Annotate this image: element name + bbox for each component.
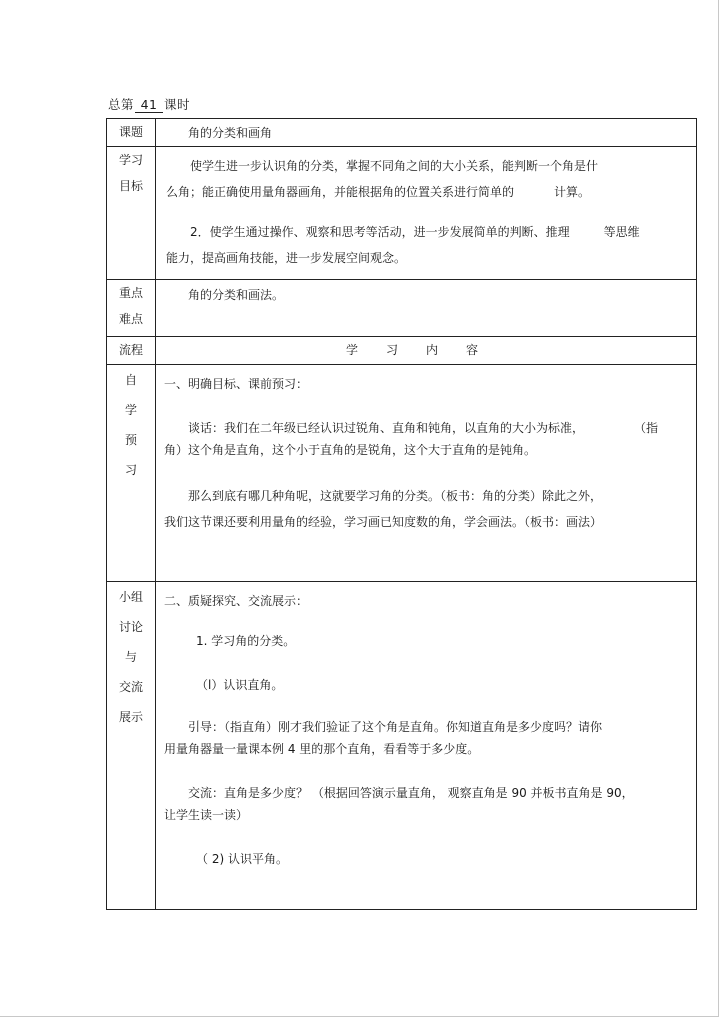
flow-label: 流程 (118, 343, 143, 357)
row-group-discussion (107, 582, 697, 910)
key-label-1: 重点 (118, 286, 143, 300)
lesson-number-header (108, 95, 190, 113)
self-study-label-2: 学 (124, 403, 137, 417)
key-label-cell (107, 280, 156, 337)
section-1-title: 一、明确目标、课前预习： (164, 377, 309, 391)
item-1-title: 1. 学习角的分类。 (196, 634, 296, 648)
topic-label: 课题 (118, 125, 143, 139)
goals-label-1: 学习 (118, 153, 143, 167)
self-study-content-cell (156, 365, 697, 582)
topic-value: 角的分类和画角 (188, 126, 273, 140)
goal-line-3-text: 2．使学生通过操作、观察和思考等活动，进一步发展简单的判断、推理 (190, 225, 570, 239)
topic-label-cell (107, 119, 156, 147)
row-key-points (107, 280, 697, 337)
group-label-2: 讨论 (118, 620, 143, 634)
self-study-label-4: 习 (124, 463, 137, 477)
sub-item-2: （ 2) 认识平角。 (196, 852, 288, 866)
goal-line-2-tail: 计算。 (554, 185, 591, 199)
row-self-study (107, 365, 697, 582)
row-flow-header (107, 337, 697, 365)
group-label-cell (107, 582, 156, 910)
preview-p1-line-1-text: 谈话：我们在二年级已经认识过锐角、直角和钝角，以直角的大小为标准， (188, 421, 585, 435)
sub-item-1: （l）认识直角。 (196, 678, 284, 692)
group-content-cell (156, 582, 697, 910)
group-label-3: 与 (124, 650, 137, 664)
preview-p1-line-1 (164, 417, 686, 439)
flow-label-cell (107, 337, 156, 365)
topic-value-cell (156, 119, 697, 147)
goal-line-1: 使学生进一步认识角的分类，掌握不同角之间的大小关系，能判断一个角是什 (190, 159, 599, 173)
self-study-label-3: 预 (124, 433, 137, 447)
goal-line-3 (166, 219, 686, 245)
preview-p1-line-1-tail: （指 (634, 421, 659, 435)
guide-line-2: 用量角器量一量课本例 4 里的那个直角，看看等于多少度。 (164, 742, 480, 756)
preview-p2-line-1: 那么到底有哪几种角呢，这就要学习角的分类。（板书：角的分类）除此之外， (188, 489, 603, 503)
section-2-title: 二、质疑探究、交流展示： (164, 594, 309, 608)
exchange-line-1: 交流：直角是多少度？ （根据回答演示量直角， 观察直角是 90 并板书直角是 90， (188, 786, 634, 800)
goals-content-cell (156, 147, 697, 280)
goals-label-cell (107, 147, 156, 280)
row-goals (107, 147, 697, 280)
flow-heading-cell (156, 337, 697, 365)
group-label-4: 交流 (118, 680, 143, 694)
goals-label-2: 目标 (118, 179, 143, 193)
goal-line-2 (166, 179, 686, 205)
guide-line-1: 引导：（指直角）刚才我们验证了这个角是直角。你知道直角是多少度吗？请你 (188, 720, 603, 734)
goal-line-4: 能力，提高画角技能，进一步发展空间观念。 (166, 251, 407, 265)
self-study-label-cell (107, 365, 156, 582)
preview-p1-line-2: 角）这个角是直角，这个小于直角的是锐角，这个大于直角的是钝角。 (164, 443, 537, 457)
preview-p2-line-2: 我们这节课还要利用量角的经验，学习画已知度数的角，学会画法。（板书：画法） (164, 515, 603, 529)
goal-line-2-text: 么角；能正确使用量角器画角，并能根据角的位置关系进行简单的 (166, 185, 515, 199)
header-suffix: 课时 (164, 97, 191, 112)
key-label-2: 难点 (118, 312, 143, 326)
self-study-label-1: 自 (124, 373, 137, 387)
lesson-number: 41 (135, 97, 163, 113)
header-prefix: 总第 (108, 97, 135, 112)
key-value-cell (156, 280, 697, 337)
group-label-1: 小组 (118, 590, 143, 604)
content-heading: 学习内容 (345, 343, 506, 357)
exchange-line-2: 让学生读一读） (164, 808, 249, 822)
row-topic (107, 119, 697, 147)
group-label-5: 展示 (118, 710, 143, 724)
goal-line-3-tail: 等思维 (603, 225, 640, 239)
lesson-plan-table (106, 118, 697, 910)
key-value: 角的分类和画法。 (188, 288, 285, 302)
